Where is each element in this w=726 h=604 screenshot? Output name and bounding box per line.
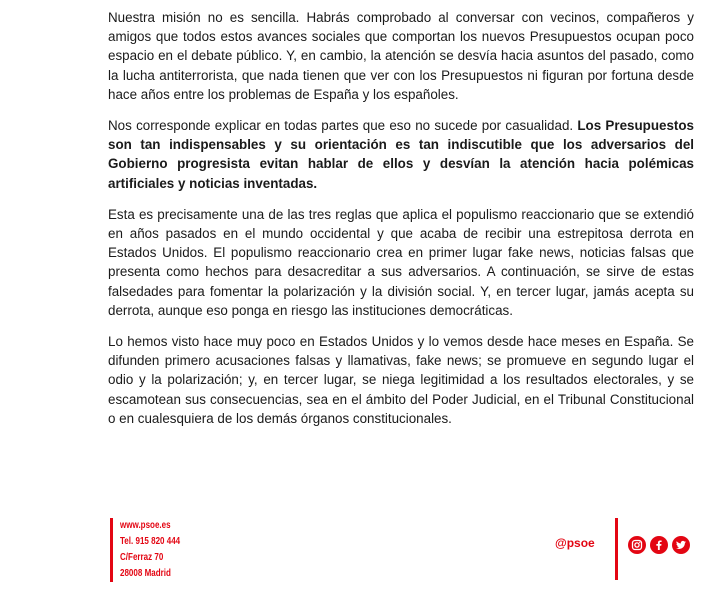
instagram-icon[interactable] [628,536,646,554]
street-address: C/Ferraz 70 [120,552,164,563]
paragraph-3-text: Esta es precisamente una de las tres reglas que aplica el populismo reaccionario que se extendió en años pasados en el mundo occidental y que acaba de recibir una estrepitosa derrota en Estados Unidos. El populismo reaccionario crea en primer lugar fake news, noticias falsas que presenta como hechos para desacreditar a sus adversarios. A continuación, se sirve de estas falsedades para fomentar la polarización y la división social. Y, en tercer lugar, jamás acepta su derrota, aunque eso ponga en riesgo las instituciones democráticas. [108,206,694,318]
city-postcode: 28008 Madrid [120,568,171,579]
website-link[interactable]: www.psoe.es [120,520,171,531]
paragraph-3 [108,205,694,320]
paragraph-2 [108,116,694,193]
paragraph-1-text: Nuestra misión no es sencilla. Habrás comprobado al conversar con vecinos, compañeros y amigos que todos estos avances sociales que comportan los nuevos Presupuestos ocupan poco espacio en el debate público. Y, en cambio, la atención se desvía hacia asuntos del pasado, como la lucha antiterrorista, que nada tienen que ver con los Presupuestos ni figuran por fortuna desde hace años entre los problemas de España y los españoles. [108,10,694,102]
paragraph-2-text: Nos corresponde explicar en todas partes que eso no sucede por casualidad. [108,118,578,134]
paragraph-2-bold-text: Los Presupuestos son tan indispensables y su orientación es tan indiscutible que los adversarios del Gobierno progresista evitan hablar de ellos y desvían la atención hacia polémicas artificiales y noticias inventadas. [108,118,694,191]
contact-block [110,518,193,582]
paragraph-1 [108,8,694,104]
social-icons [628,536,690,554]
footer-divider [615,518,618,580]
phone-number: Tel. 915 820 444 [120,536,181,547]
social-handle[interactable]: @psoe [555,536,595,550]
paragraph-4 [108,332,694,428]
letter-body [108,8,694,440]
facebook-icon[interactable] [650,536,668,554]
twitter-icon[interactable] [672,536,690,554]
paragraph-4-text: Lo hemos visto hace muy poco en Estados Unidos y lo vemos desde hace meses en España. Se difunden primero acusaciones falsas y llamativas, fake news; se promueve en segundo lugar el odio y la polarización; y, en tercer lugar, se niega legitimidad a los resultados electorales, y se escamotean sus consecuencias, sea en el ámbito del Poder Judicial, en el Tribunal Constitucional o en cualesquiera de los demás órganos constitucionales. [108,334,694,426]
